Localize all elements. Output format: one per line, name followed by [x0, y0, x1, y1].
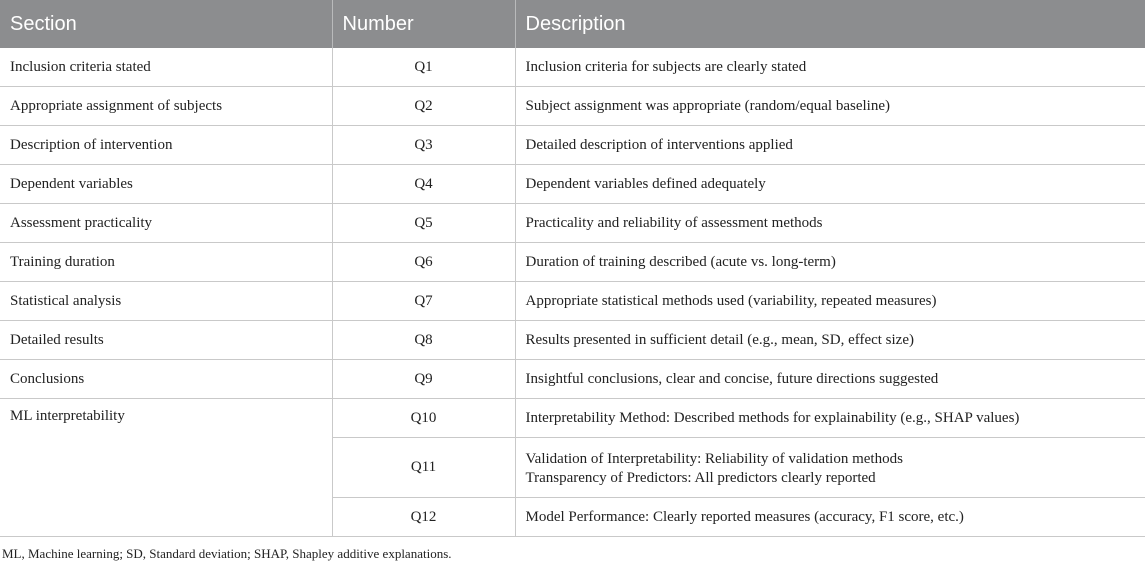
table-row [0, 126, 1145, 165]
table-row [0, 204, 1145, 243]
cell-section: Assessment practicality [0, 204, 332, 243]
cell-description: Inclusion criteria for subjects are clearly stated [515, 48, 1145, 87]
cell-section: Dependent variables [0, 165, 332, 204]
cell-number: Q6 [332, 243, 515, 282]
cell-description: Detailed description of interventions applied [515, 126, 1145, 165]
header-description: Description [525, 12, 626, 35]
table-header-row [0, 0, 1145, 48]
table-row [0, 87, 1145, 126]
cell-description: Interpretability Method: Described methods for explainability (e.g., SHAP values) [515, 399, 1145, 438]
cell-section: Inclusion criteria stated [0, 48, 332, 87]
description-line: Transparency of Predictors: All predictors clearly reported [525, 469, 876, 486]
cell-number: Q11 [332, 438, 515, 498]
table-row [0, 165, 1145, 204]
cell-number: Q4 [332, 165, 515, 204]
cell-description: Insightful conclusions, clear and concise, future directions suggested [515, 360, 1145, 399]
cell-section: Statistical analysis [0, 282, 332, 321]
cell-number: Q12 [332, 498, 515, 537]
cell-description: Practicality and reliability of assessment methods [515, 204, 1145, 243]
cell-number: Q5 [332, 204, 515, 243]
cell-description: Subject assignment was appropriate (random/equal baseline) [515, 87, 1145, 126]
table-row [0, 399, 1145, 438]
cell-section-ml: ML interpretability [0, 399, 332, 537]
cell-section: Appropriate assignment of subjects [0, 87, 332, 126]
table-footnote: ML, Machine learning; SD, Standard deviation; SHAP, Shapley additive explanations. [2, 546, 452, 561]
cell-number: Q3 [332, 126, 515, 165]
table-row [0, 360, 1145, 399]
cell-section: Detailed results [0, 321, 332, 360]
table-row [0, 243, 1145, 282]
table-row [0, 282, 1145, 321]
header-number: Number [332, 0, 515, 48]
cell-description: Duration of training described (acute vs. long-term) [515, 243, 1145, 282]
cell-number: Q7 [332, 282, 515, 321]
cell-section: Training duration [0, 243, 332, 282]
description-line: Validation of Interpretability: Reliability of validation methods [525, 450, 903, 467]
cell-description [515, 438, 1145, 498]
cell-number: Q10 [332, 399, 515, 438]
header-section: Section [0, 0, 332, 48]
cell-section: Description of intervention [0, 126, 332, 165]
cell-number: Q8 [332, 321, 515, 360]
cell-number: Q1 [332, 48, 515, 87]
cell-section: Conclusions [0, 360, 332, 399]
cell-description: Model Performance: Clearly reported measures (accuracy, F1 score, etc.) [515, 498, 1145, 537]
cell-description: Dependent variables defined adequately [515, 165, 1145, 204]
cell-number: Q9 [332, 360, 515, 399]
table-row [0, 321, 1145, 360]
table-row [0, 48, 1145, 87]
cell-description: Appropriate statistical methods used (variability, repeated measures) [515, 282, 1145, 321]
cell-description: Results presented in sufficient detail (e.g., mean, SD, effect size) [515, 321, 1145, 360]
cell-number: Q2 [332, 87, 515, 126]
